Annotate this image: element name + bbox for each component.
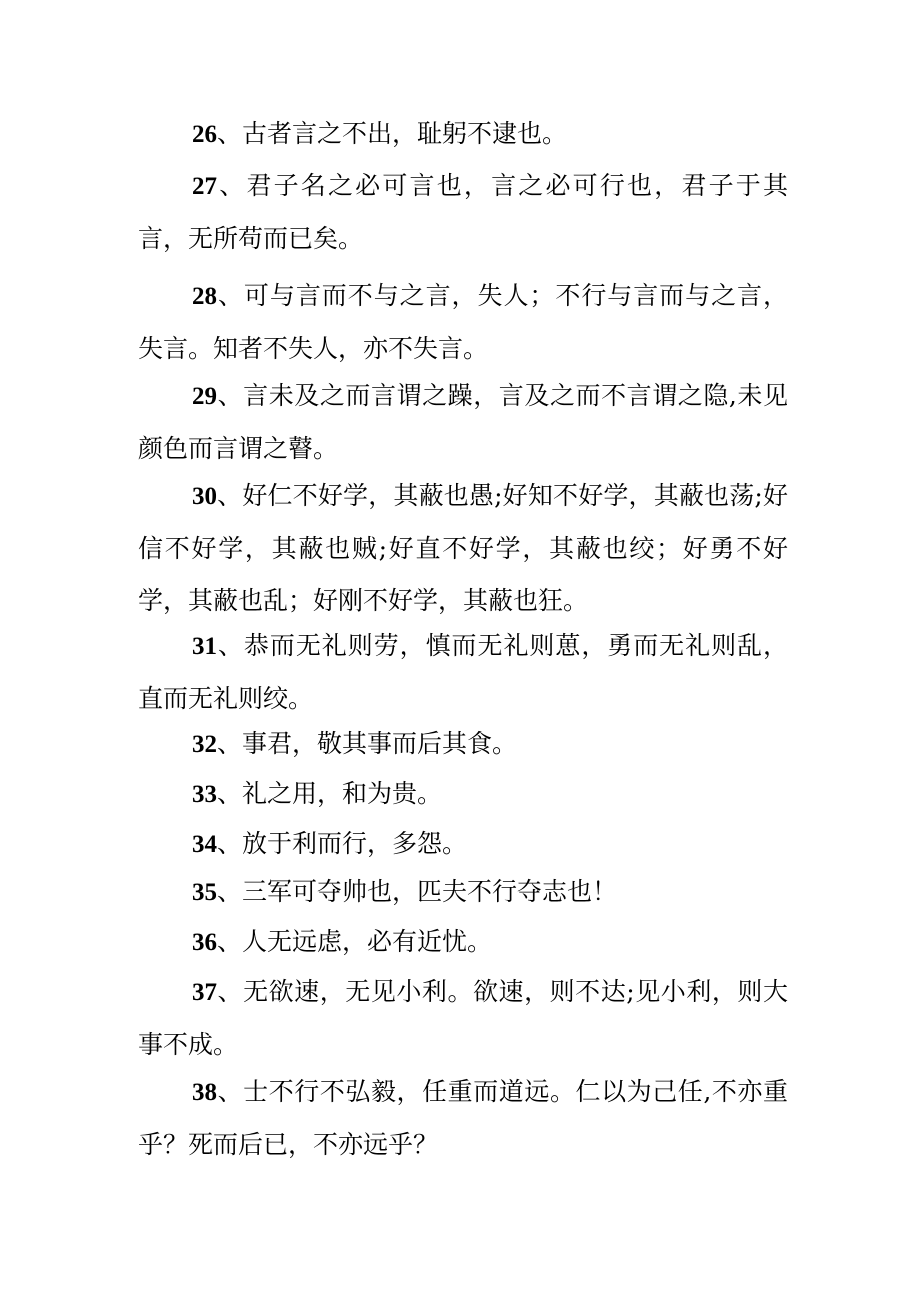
entry-text: 可与言而不与之言，失人；不行与言而与之言，失言。知者不失人，亦不失言。 [138, 281, 788, 363]
quote-entry-35 [138, 866, 788, 919]
entry-separator: 、 [217, 877, 243, 906]
entry-separator: 、 [217, 927, 243, 956]
entry-number: 30 [192, 483, 217, 510]
entry-separator: 、 [217, 977, 244, 1006]
quote-entry-34 [138, 818, 788, 871]
entry-text: 无欲速，无见小利。欲速，则不达;见小利，则大事不成。 [138, 977, 788, 1059]
entry-text: 恭而无礼则劳，慎而无礼则葸，勇而无礼则乱，直而无礼则绞。 [138, 631, 788, 713]
entry-number: 27 [192, 173, 217, 200]
entry-text: 士不行不弘毅，任重而道远。仁以为己任,不亦重乎？死而后已，不亦远乎？ [138, 1077, 788, 1159]
entry-text: 事君，敬其事而后其食。 [242, 729, 518, 758]
entry-separator: 、 [217, 829, 243, 858]
entry-number: 32 [192, 731, 217, 758]
entry-text: 礼之用，和为贵。 [242, 779, 443, 808]
quote-entry-38 [138, 1066, 788, 1171]
entry-text: 放于利而行，多怨。 [242, 829, 468, 858]
entry-separator: 、 [217, 729, 243, 758]
entry-number: 35 [192, 879, 217, 906]
entry-separator: 、 [217, 779, 243, 808]
entry-number: 34 [192, 831, 217, 858]
quote-entry-32 [138, 718, 788, 771]
entry-text: 君子名之必可言也，言之必可行也，君子于其言，无所苟而已矣。 [138, 171, 788, 253]
entry-text: 古者言之不出，耻躬不逮也。 [242, 119, 568, 148]
entry-text: 言未及之而言谓之躁，言及之而不言谓之隐,未见颜色而言谓之瞽。 [138, 381, 788, 463]
entry-separator: 、 [217, 381, 244, 410]
entry-separator: 、 [217, 171, 247, 200]
entry-text: 人无远虑，必有近忧。 [242, 927, 493, 956]
entry-number: 38 [192, 1079, 217, 1106]
entry-text: 三军可夺帅也，匹夫不行夺志也！ [242, 877, 618, 906]
entry-text: 好仁不好学，其蔽也愚;好知不好学，其蔽也荡;好信不好学，其蔽也贼;好直不好学，其蔽也绞；好勇不好学，其蔽也乱；好刚不好学，其蔽也狂。 [138, 481, 788, 615]
entry-number: 37 [192, 979, 217, 1006]
quote-entry-33 [138, 768, 788, 821]
quote-entry-36 [138, 916, 788, 969]
entry-number: 29 [192, 383, 217, 410]
quote-entry-27 [138, 160, 788, 265]
entry-number: 33 [192, 781, 217, 808]
entry-number: 28 [192, 283, 217, 310]
quote-entry-28 [138, 270, 788, 375]
quote-entry-26 [138, 108, 788, 161]
quote-entry-30 [138, 470, 788, 627]
entry-number: 36 [192, 929, 217, 956]
quote-entry-29 [138, 370, 788, 475]
quote-entry-31 [138, 620, 788, 725]
entry-separator: 、 [217, 481, 243, 510]
entry-separator: 、 [217, 119, 243, 148]
entry-number: 26 [192, 121, 217, 148]
entry-separator: 、 [217, 1077, 244, 1106]
entry-separator: 、 [217, 631, 244, 660]
quote-entry-37 [138, 966, 788, 1071]
entry-separator: 、 [217, 281, 244, 310]
entry-number: 31 [192, 633, 217, 660]
